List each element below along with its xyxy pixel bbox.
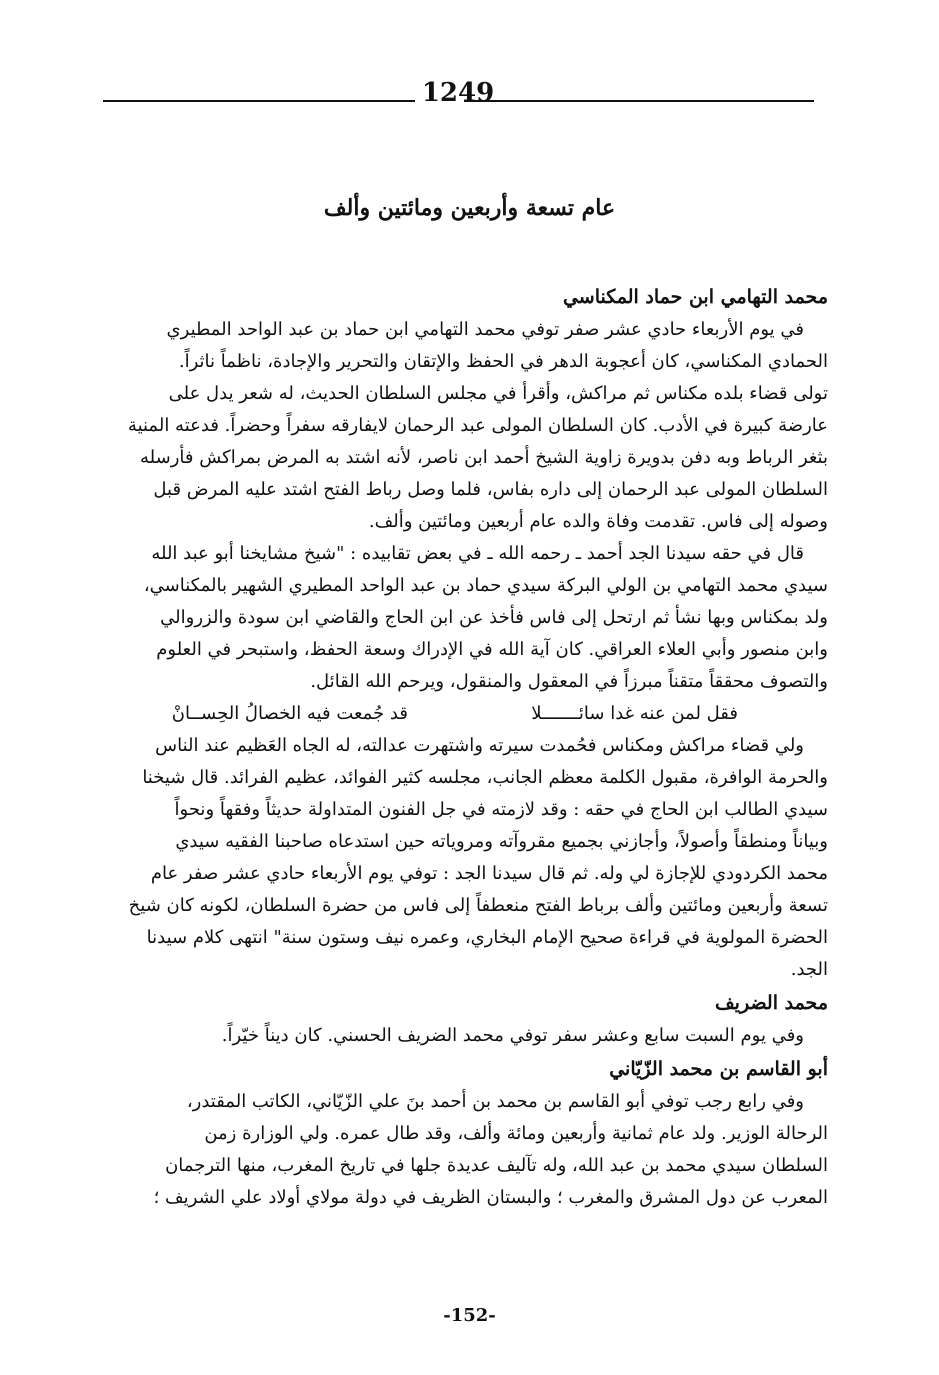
text-line: ولي قضاء مراكش ومكناس فحُمدت سيرته واشتهرت عدالته، له الجاه العَظيم عند الناس bbox=[155, 735, 804, 756]
text-line: الحضرة المولوية في قراءة صحيح الإمام البخاري، وعمره نيف وستون سنة" انتهى كلام سيدنا bbox=[146, 927, 828, 948]
text-line: الجد. bbox=[790, 959, 828, 980]
text-line: في يوم الأربعاء حادي عشر صفر توفي محمد التهامي ابن حماد بن عبد الواحد المطيري bbox=[166, 319, 804, 340]
text-line: سيدي محمد التهامي بن الولي البركة سيدي حماد بن عبد الواحد المطيري الشهير بالمكناسي، bbox=[143, 575, 828, 596]
text-line: وابن منصور وأبي العلاء العراقي. كان آية الله في الإدراك وسعة الحفظ، واستبحر في العلوم bbox=[156, 639, 828, 660]
running-header bbox=[0, 78, 939, 118]
verse-first-hemistich: فقل لمن عنه غدا سائـــــــلا bbox=[531, 703, 738, 724]
text-line: وفي رابع رجب توفي أبو القاسم بن محمد بن أحمد بنَ علي الزّيّاني، الكاتب المقتدر، bbox=[186, 1091, 804, 1112]
text-line: الحمادي المكناسي، كان أعجوبة الدهر في الحفظ والإتقان والتحرير والإجادة، ناظماً ناثراً. bbox=[178, 351, 828, 372]
chapter-title: عام تسعة وأربعين ومائتين وألف bbox=[323, 195, 616, 221]
text-line: والتصوف محققاً متقناً مبرزاً في المعقول والمنقول، ويرحم الله القائل. bbox=[310, 671, 828, 692]
header-rule-left bbox=[103, 100, 415, 102]
text-line: بثغر الرباط وبه دفن بدويرة زاوية الشيخ أحمد ابن ناصر، لأنه اشتد به المرض بمراكش فأرسله bbox=[140, 447, 828, 468]
text-line: محمد الكردودي للإجازة لي وله. ثم قال سيدنا الجد : توفي يوم الأربعاء حادي عشر صفر عام bbox=[150, 863, 828, 884]
header-rule-right bbox=[464, 100, 814, 102]
text-line: تولى قضاء بلده مكناس ثم مراكش، وأقرأ في مجلس السلطان الحديث، له شعر يدل على bbox=[168, 383, 828, 404]
text-line: ولد بمكناس وبها نشأ ثم ارتحل إلى فاس فأخذ عن ابن الحاج والقاضي ابن سودة والزروالي bbox=[160, 607, 828, 628]
text-line: المعرب عن دول المشرق والمغرب ؛ والبستان الظريف في دولة مولاي أولاد علي الشريف ؛ bbox=[153, 1187, 828, 1208]
section-heading: محمد الضريف bbox=[715, 992, 828, 1014]
verse-second-hemistich: قد جُمعت فيه الخصالُ الحِســانْ bbox=[171, 703, 408, 724]
text-line: الرحالة الوزير. ولد عام ثمانية وأربعين ومائة وألف، وقد طال عمره. ولي الوزارة زمن bbox=[204, 1123, 828, 1144]
text-line: السلطان المولى عبد الرحمان إلى داره بفاس، فلما وصل رباط الفتح اشتد عليه المرض قبل bbox=[153, 479, 828, 500]
text-line: قال في حقه سيدنا الجد أحمد ـ رحمه الله ـ في بعض تقابيده : "شيخ مشايخنا أبو عبد الله bbox=[151, 543, 804, 564]
section-heading: أبو القاسم بن محمد الزّيّاني bbox=[609, 1058, 828, 1080]
text-line: سيدي الطالب ابن الحاج في حقه : وقد لازمته في جل الفنون المتداولة حديثاً وفقهاً ونحواً bbox=[174, 799, 828, 820]
page-number: -152- bbox=[443, 1305, 496, 1326]
text-line: عارضة كبيرة في الأدب. كان السلطان المولى عبد الرحمان لايفارقه سفراً وحضراً. فدعته المنية bbox=[127, 415, 828, 436]
year-number: 1249 bbox=[421, 78, 495, 108]
section-heading: محمد التهامي ابن حماد المكناسي bbox=[562, 286, 828, 308]
text-line: وبياناً ومنطقاً وأصولاً، وأجازني بجميع مقروآته ومروياته حين استدعاه صاحبنا الفقيه سيدي bbox=[175, 831, 828, 852]
main-text bbox=[110, 280, 828, 1214]
text-line: والحرمة الوافرة، مقبول الكلمة معظم الجانب، مجلسه كثير الفوائد، عظيم الفرائد. قال شيخنا bbox=[142, 767, 828, 788]
text-line: وصوله إلى فاس. تقدمت وفاة والده عام أربعين ومائتين وألف. bbox=[368, 511, 828, 532]
text-line: السلطان سيدي محمد بن عبد الله، وله تآليف عديدة جلها في تاريخ المغرب، منها الترجمان bbox=[165, 1155, 828, 1176]
poem-verse bbox=[110, 698, 828, 730]
text-line: تسعة وأربعين ومائتين وألف برباط الفتح منعطفاً إلى فاس من حضرة السلطان، لكونه كان شيخ bbox=[128, 895, 828, 916]
text-line: وفي يوم السبت سابع وعشر سفر توفي محمد الضريف الحسني. كان ديناً خيّراً. bbox=[221, 1025, 804, 1046]
